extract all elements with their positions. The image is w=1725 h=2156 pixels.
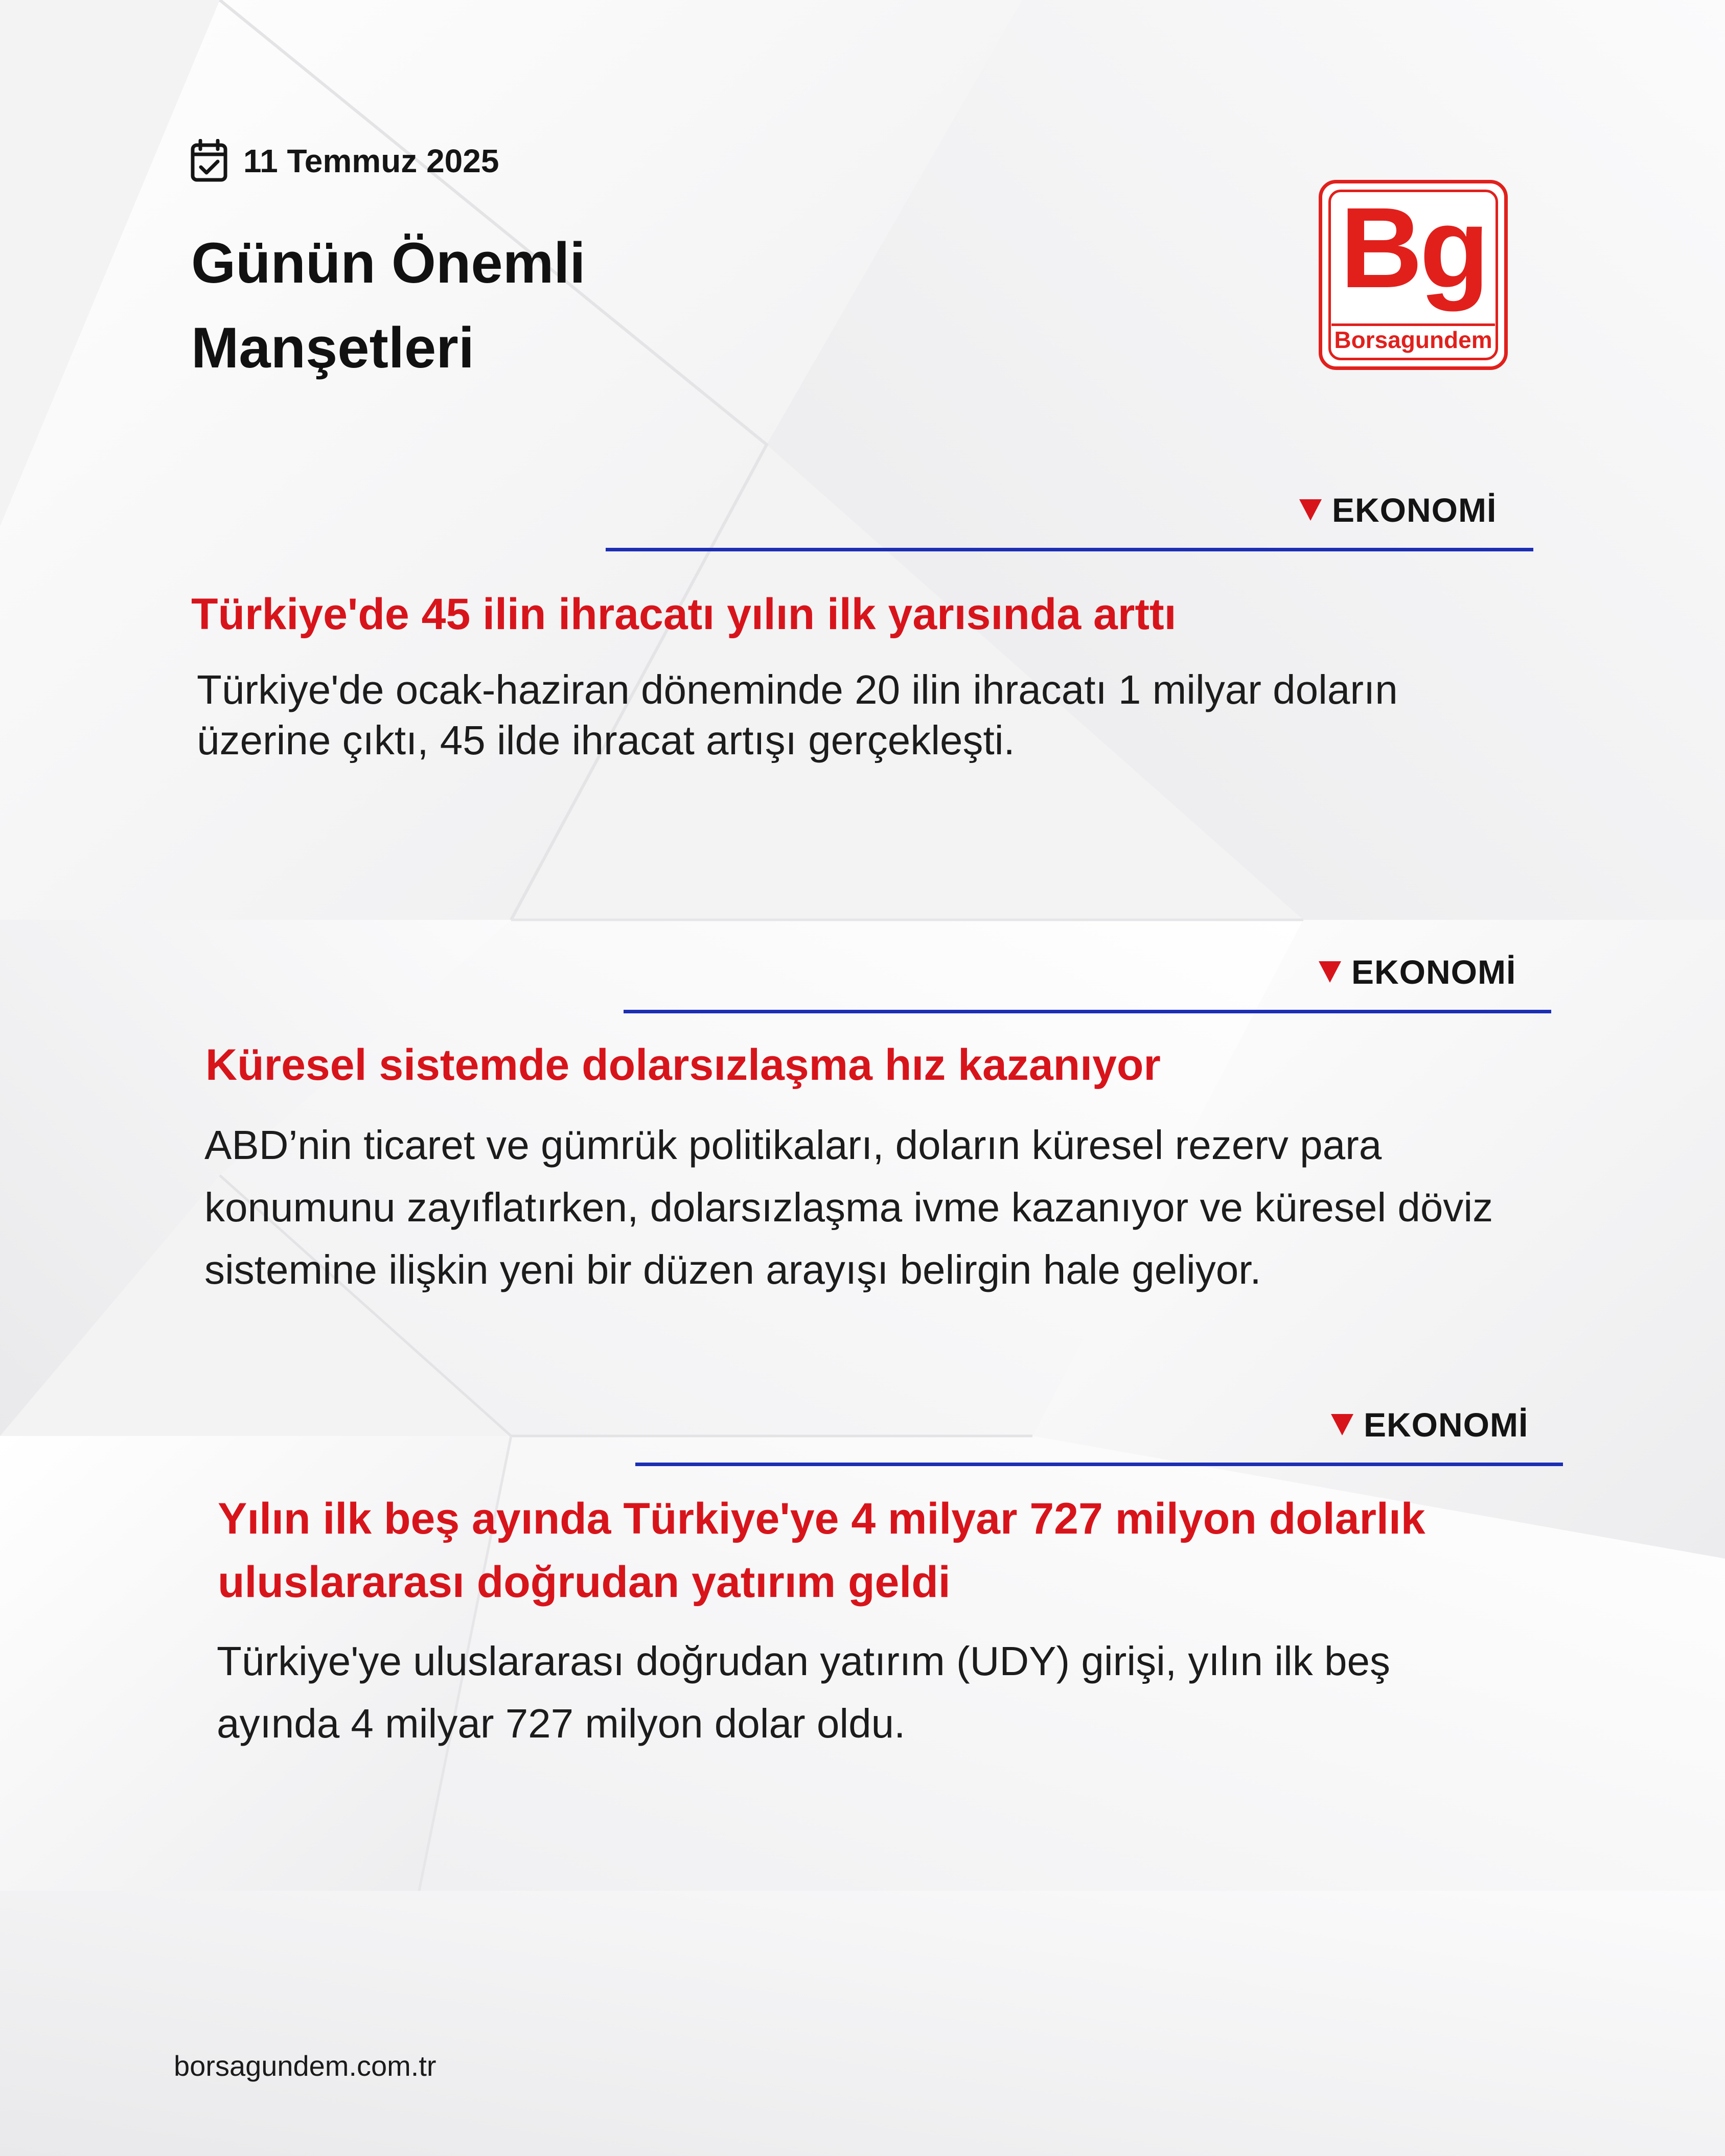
news-headline[interactable]: Yılın ilk beş ayında Türkiye'ye 4 milyar 727 milyon dolarlık uluslararası doğrudan yatırım geldi [218,1494,1425,1607]
category-tag [1318,953,1516,991]
category-label: EKONOMİ [1364,1406,1529,1444]
news-headline[interactable]: Türkiye'de 45 ilin ihracatı yılın ilk yarısında arttı [191,590,1177,639]
calendar-check-icon [190,139,228,183]
news-summary: Türkiye'ye uluslararası doğrudan yatırım (UDY) girişi, yılın ilk beş ayında 4 milyar 727 milyon dolar oldu. [217,1638,1391,1746]
date-row [190,139,499,183]
logo-mark: Bg [1340,184,1487,312]
category-tag [1330,1405,1528,1444]
section-rule [624,1010,1551,1013]
logo-wordmark: Borsagundem [1331,324,1495,355]
triangle-down-icon [1330,1412,1354,1438]
date-text: 11 Temmuz 2025 [243,143,499,179]
category-label: EKONOMİ [1351,953,1516,991]
footer-url[interactable]: borsagundem.com.tr [174,2050,436,2082]
brand-logo [1319,180,1508,370]
triangle-down-icon [1298,497,1323,523]
section-rule [635,1463,1563,1466]
section-rule [606,548,1533,551]
news-summary: ABD’nin ticaret ve gümrük politikaları, doların küresel rezerv para konumunu zayıflatırken, dolarsızlaşma ivme kazanıyor ve küresel döviz sistemine ilişkin yeni bir düzen arayışı belirgin hale geliyor. [204,1122,1493,1292]
triangle-down-icon [1318,959,1342,985]
news-headline[interactable]: Küresel sistemde dolarsızlaşma hız kazanıyor [205,1040,1161,1089]
category-label: EKONOMİ [1332,491,1497,529]
news-summary: Türkiye'de ocak-haziran döneminde 20 ilin ihracatı 1 milyar doların üzerine çıktı, 45 ilde ihracat artışı gerçekleşti. [197,667,1398,763]
page-title: Günün Önemli Manşetleri [191,231,586,380]
category-tag [1298,491,1497,529]
